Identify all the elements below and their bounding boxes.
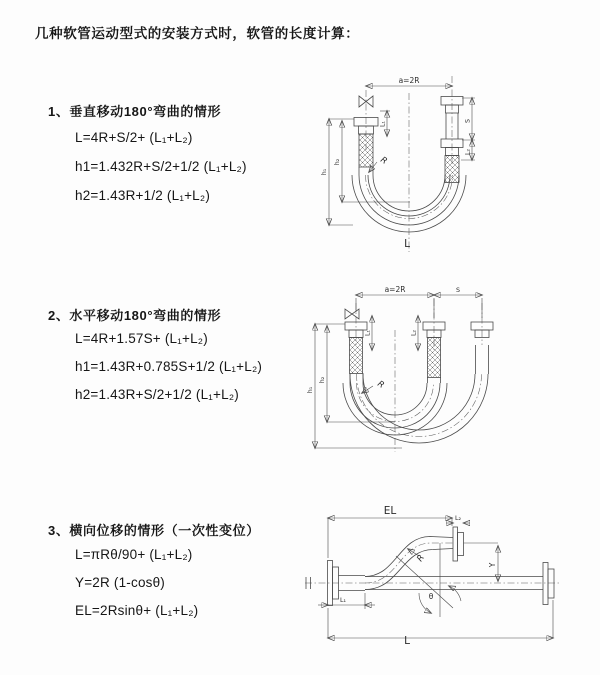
dim-label-theta: θ <box>428 592 434 601</box>
valve-icon <box>345 309 359 319</box>
left-pipe-flange <box>354 118 378 176</box>
section2-heading: 2、水平移动180°弯曲的情形 <box>48 308 222 323</box>
section1-formula-h1: h1=1.432R+S/2+1/2 (L₁+L₂) <box>75 159 247 174</box>
construction-lines <box>396 543 461 617</box>
dim-label-l1: L₁ <box>379 120 387 128</box>
braided-hose <box>445 156 459 183</box>
braided-hose <box>359 134 373 167</box>
upper-flange <box>453 527 464 561</box>
diagram-lateral-displacement <box>300 498 600 655</box>
section1-formula-h2: h2=1.43R+1/2 (L₁+L₂) <box>75 188 211 203</box>
section2-formula-h2: h2=1.43R+S/2+1/2 (L₁+L₂) <box>75 387 239 402</box>
dim-label-r: R <box>378 155 389 167</box>
dim-label-a2r: a=2R <box>384 285 406 294</box>
dim-label-r: R <box>415 553 427 564</box>
dim-label-a2r: a=2R <box>398 76 420 85</box>
dim-label-y: Y <box>488 562 497 568</box>
section3-formula-Y: Y=2R (1-cosθ) <box>75 575 166 590</box>
dim-label-l1: L₁ <box>339 597 347 604</box>
dim-label-el: EL <box>383 505 397 517</box>
dim-label-l2: L₂ <box>410 329 418 337</box>
dimensions <box>307 285 482 448</box>
dim-label-s: S <box>456 287 460 294</box>
left-pipe-flange <box>345 322 367 374</box>
diagram-vertical-180-bend <box>303 70 597 258</box>
braided-hose <box>428 338 441 378</box>
section1-formula-L: L=4R+S/2+ (L₁+L₂) <box>75 130 193 145</box>
dim-label-l2: L₂ <box>464 148 472 156</box>
dim-label-l: L <box>404 238 410 250</box>
section3-heading: 3、横向位移的情形（一次性变位） <box>48 523 260 538</box>
section2-formula-L: L=4R+1.57S+ (L₁+L₂) <box>75 331 208 346</box>
hose-u-bend-displaced <box>350 345 489 443</box>
dim-label-h1: h₁ <box>321 168 328 176</box>
dim-label-s: S <box>464 119 472 123</box>
dim-label-h2: h₂ <box>334 158 341 166</box>
braided-hose <box>350 338 363 374</box>
page-title: 几种软管运动型式的安装方式时，软管的长度计算： <box>35 26 360 41</box>
dim-label-l: L <box>404 635 410 647</box>
dimensions <box>318 505 553 647</box>
centerlines <box>305 543 560 583</box>
section2-formula-h1: h1=1.43R+0.785S+1/2 (L₁+L₂) <box>75 359 263 374</box>
middle-pipe-flange <box>423 322 445 378</box>
dim-label-r: R <box>375 379 386 391</box>
section1-heading: 1、垂直移动180°弯曲的情形 <box>48 104 222 119</box>
diagram-horizontal-180-bend <box>300 280 598 454</box>
right-flange <box>543 563 554 605</box>
dim-label-h2: h₂ <box>319 376 326 384</box>
dim-label-l1: L₁ <box>364 329 372 337</box>
dim-label-l2: L₂ <box>454 515 462 522</box>
section3-formula-L: L=πRθ/90+ (L₁+L₂) <box>75 547 193 562</box>
dim-label-h1: h₁ <box>307 386 314 394</box>
section3-formula-EL: EL=2Rsinθ+ (L₁+L₂) <box>75 603 199 618</box>
centerlines <box>366 76 453 252</box>
